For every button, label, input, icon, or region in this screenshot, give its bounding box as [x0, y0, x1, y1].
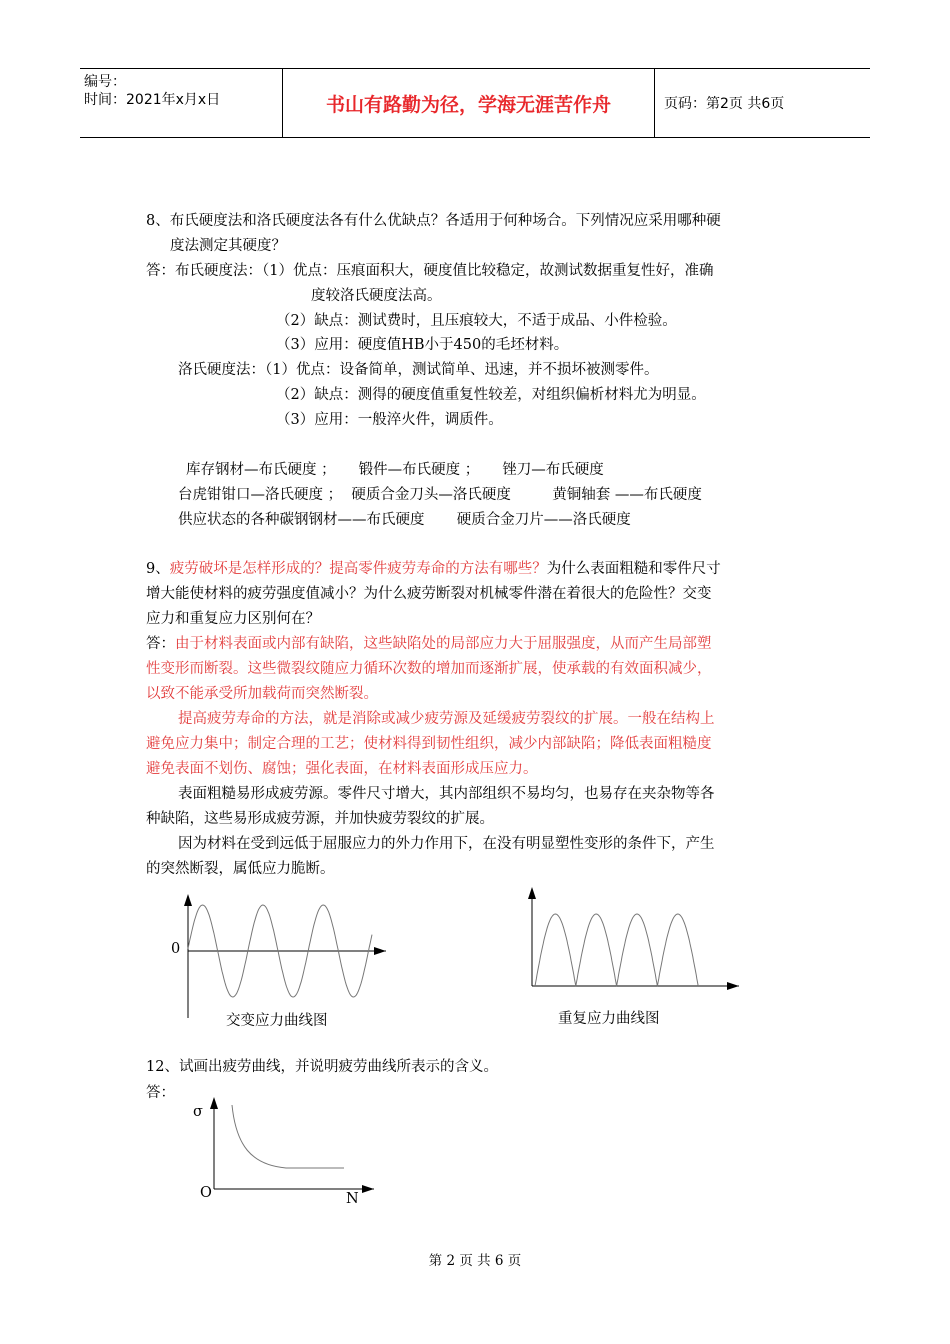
q8-answer-line: （2）缺点：测试费时，且压痕较大，不适于成品、小件检验。 [276, 313, 677, 329]
repeated-stress-figure [521, 885, 741, 995]
q8-answer-line: （3）应用：硬度值HB小于450的毛坯材料。 [276, 337, 569, 353]
y-axis-arrow [184, 894, 192, 906]
fig1-caption: 交变应力曲线图 [226, 1013, 328, 1029]
n-axis-label: N [346, 1191, 359, 1207]
header-motto: 书山有路勤为径，学海无涯苦作舟 [325, 93, 611, 116]
header-divider [654, 69, 655, 137]
page-footer: 第 2 页 共 6 页 [428, 1253, 522, 1269]
q9-answer-line: 的突然断裂，属低应力脆断。 [146, 861, 335, 877]
q9-answer-line: 种缺陷，这些易形成疲劳源，并加快疲劳裂纹的扩展。 [146, 811, 494, 827]
q9-answer-line: 因为材料在受到远低于屈服应力的外力作用下，在没有明显塑性变形的条件下，产生 [178, 836, 715, 852]
q9-question-line: 应力和重复应力区别何在？ [146, 611, 320, 627]
q8-cases-line: 供应状态的各种碳钢钢材——布氏硬度 硬质合金刀片——洛氏硬度 [178, 512, 631, 528]
q9-answer-line: 表面粗糙易形成疲劳源。零件尺寸增大，其内部组织不易均匀，也易存在夹杂物等各 [178, 786, 715, 802]
x-axis-arrow [374, 947, 386, 955]
q9-question-line [146, 560, 721, 578]
origin-label: O [200, 1185, 212, 1201]
fig1-zero-label: 0 [171, 941, 181, 957]
page-header [80, 68, 870, 138]
serial-label: 编号： [84, 74, 126, 90]
q9-question-black: 为什么表面粗糙和零件尺寸 [546, 561, 721, 577]
date-label: 时间：2021年x月x日 [84, 92, 221, 108]
header-left-cell [84, 73, 220, 109]
y-axis-arrow [210, 1097, 218, 1109]
header-page-label: 页码：第2页 共6页 [664, 96, 785, 112]
q8-cases-line: 台虎钳钳口—洛氏硬度 ； 硬质合金刀头—洛氏硬度 黄铜轴套 ——布氏硬度 [178, 487, 702, 503]
q8-question-line: 8、布氏硬度法和洛氏硬度法各有什么优缺点？各适用于何种场合。下列情况应采用哪种硬 [146, 213, 721, 229]
q9-answer-line: 以致不能承受所加载荷而突然断裂。 [146, 686, 378, 702]
y-axis-arrow [528, 887, 536, 899]
q9-answer-line: 性变形而断裂。这些微裂纹随应力循环次数的增加而逐渐扩展，使承载的有效面积减少， [146, 661, 712, 677]
q8-answer-line: 洛氏硬度法：（1）优点：设备简单，测试简单、迅速，并不损坏被测零件。 [178, 362, 659, 378]
fatigue-curve [232, 1105, 344, 1168]
q8-answer-line: 答：布氏硬度法：（1）优点：压痕面积大，硬度值比较稳定，故测试数据重复性好，准确 [146, 263, 714, 279]
q9-answer-line: 避免表面不划伤、腐蚀；强化表面，在材料表面形成压应力。 [146, 761, 538, 777]
q8-answer-line: （3）应用：一般淬火件，调质件。 [276, 412, 503, 428]
x-axis-arrow [362, 1185, 374, 1193]
q12-answer-prefix: 答： [146, 1085, 175, 1101]
q8-cases-line: 库存钢材—布氏硬度 ； 锻件—布氏硬度 ； 锉刀—布氏硬度 [186, 462, 604, 478]
q8-answer-line: （2）缺点：测得的硬度值重复性较差，对组织偏析材料尤为明显。 [276, 387, 706, 403]
q9-answer-red: 由于材料表面或内部有缺陷，这些缺陷处的局部应力大于屈服强度，从而产生局部塑 [175, 636, 712, 652]
q9-answer-line: 避免应力集中；制定合理的工艺；使材料得到韧性组织，减少内部缺陷；降低表面粗糙度 [146, 736, 712, 752]
q8-answer-line: 度较洛氏硬度法高。 [311, 288, 442, 304]
q12-question: 12、试画出疲劳曲线，并说明疲劳曲线所表示的含义。 [146, 1059, 498, 1075]
q9-question-red: 疲劳破坏是怎样形成的？提高零件疲劳寿命的方法有哪些？ [169, 561, 547, 577]
q9-answer-line: 提高疲劳寿命的方法，就是消除或减少疲劳源及延缓疲劳裂纹的扩展。一般在结构上 [178, 711, 715, 727]
sigma-label: σ [193, 1104, 203, 1120]
x-axis-arrow [727, 982, 739, 990]
fig2-caption: 重复应力曲线图 [558, 1011, 660, 1027]
q9-answer-prefix: 答： [146, 636, 175, 652]
q9-number: 9、 [146, 561, 170, 577]
q9-answer-line [146, 635, 712, 653]
repeated-stress-wave [535, 914, 698, 986]
fatigue-curve-figure [206, 1095, 376, 1205]
q8-question-line: 度法测定其硬度？ [170, 238, 286, 254]
q9-question-line: 增大能使材料的疲劳强度值减小？为什么疲劳断裂对机械零件潜在着很大的危险性？交变 [146, 586, 712, 602]
